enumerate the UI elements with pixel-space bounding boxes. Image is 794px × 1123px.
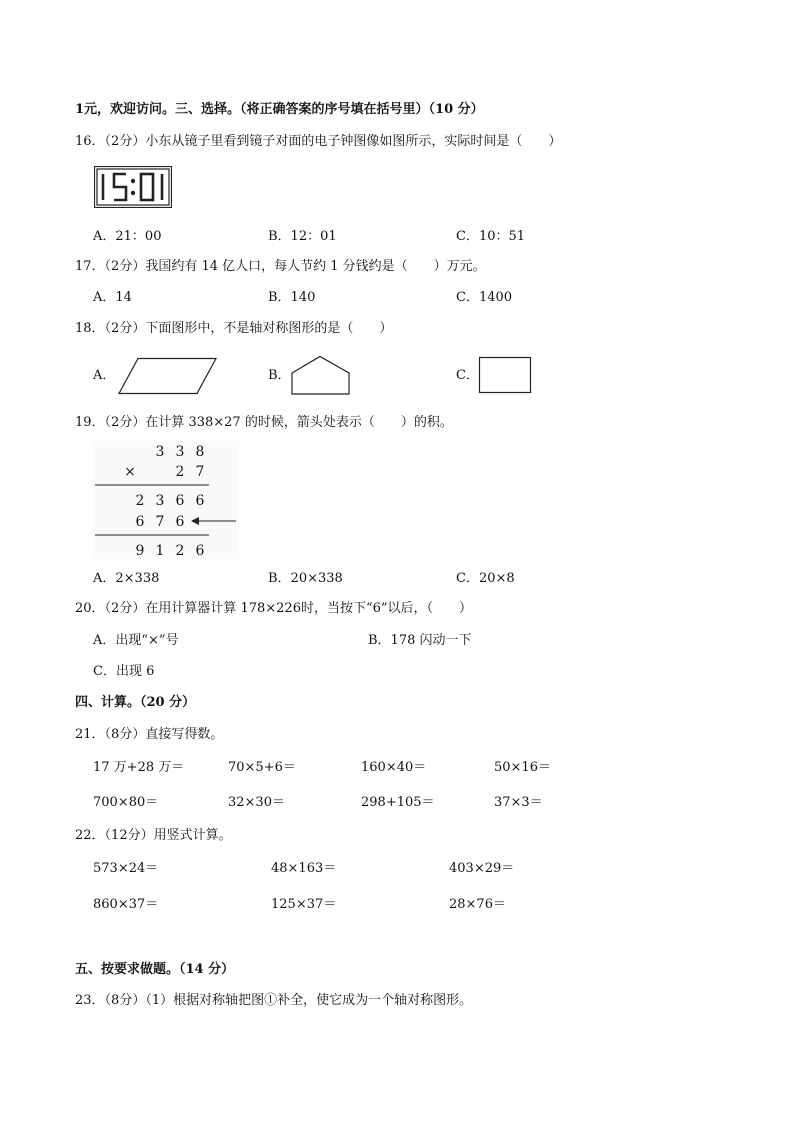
q21-item: 70×5+6＝ bbox=[228, 760, 296, 775]
mirror-clock-figure bbox=[94, 166, 172, 208]
calc-digit: 6 bbox=[195, 493, 205, 509]
calc-digit: 2 bbox=[175, 543, 185, 559]
section4-title: 四、计算。（20 分） bbox=[75, 695, 196, 710]
vertical-multiplication-figure bbox=[93, 441, 239, 559]
q21-item: 160×40＝ bbox=[361, 760, 427, 775]
calc-digit: 8 bbox=[195, 444, 205, 460]
q22-item: 125×37＝ bbox=[271, 897, 337, 912]
q17-option-a[interactable]: A．14 bbox=[93, 290, 132, 305]
q23-stem: 23．（8分）（1）根据对称轴把图①补全，使它成为一个轴对称图形。 bbox=[75, 993, 473, 1008]
q21-item: 37×3＝ bbox=[494, 795, 543, 810]
calc-digit: 3 bbox=[155, 493, 165, 509]
q19-option-a[interactable]: A．2×338 bbox=[93, 571, 160, 586]
q22-item: 28×76＝ bbox=[449, 897, 506, 912]
calc-digit: 6 bbox=[135, 514, 145, 530]
pentagon-house-shape bbox=[290, 355, 352, 396]
q20-stem: 20．（2分）在用计算器计算 178×226时，当按下“6”以后，（ ） bbox=[75, 601, 473, 616]
q17-stem: 17．（2分）我国约有 14 亿人口，每人节约 1 分钱约是（ ）万元。 bbox=[75, 259, 486, 274]
calc-digit: 2 bbox=[175, 464, 185, 480]
calc-digit: 6 bbox=[175, 514, 185, 530]
q21-item: 17 万+28 万＝ bbox=[93, 760, 185, 775]
calc-digit: 9 bbox=[135, 543, 145, 559]
q21-item: 298+105＝ bbox=[361, 795, 435, 810]
q16-option-c[interactable]: C．10：51 bbox=[456, 229, 526, 244]
calc-digit: 6 bbox=[195, 543, 205, 559]
calc-digit: 3 bbox=[155, 444, 165, 460]
q20-option-c[interactable]: C．出现 6 bbox=[93, 664, 155, 679]
q17-option-b[interactable]: B．140 bbox=[268, 290, 316, 305]
q22-item: 860×37＝ bbox=[93, 897, 159, 912]
q19-option-b[interactable]: B．20×338 bbox=[268, 571, 343, 586]
q17-option-c[interactable]: C．1400 bbox=[456, 290, 513, 305]
calc-digit: 1 bbox=[155, 543, 165, 559]
q19-option-c[interactable]: C．20×8 bbox=[456, 571, 515, 586]
q19-stem: 19．（2分）在计算 338×27 的时候，箭头处表示（ ）的积。 bbox=[75, 415, 453, 430]
q18-option-b-label[interactable]: B． bbox=[268, 368, 291, 383]
q21-item: 50×16＝ bbox=[494, 760, 551, 775]
q20-option-b[interactable]: B．178 闪动一下 bbox=[368, 633, 472, 648]
arrow-head-icon bbox=[191, 517, 199, 525]
q20-option-a[interactable]: A．出现“×”号 bbox=[93, 633, 179, 648]
q22-item: 573×24＝ bbox=[93, 861, 159, 876]
q21-item: 700×80＝ bbox=[93, 795, 159, 810]
section3-header: 1元，欢迎访问。三、选择。（将正确答案的序号填在括号里）（10 分） bbox=[75, 102, 484, 117]
q16-stem: 16．（2分）小东从镜子里看到镜子对面的电子钟图像如图所示，实际时间是（ ） bbox=[75, 134, 562, 149]
parallelogram-shape bbox=[117, 357, 219, 395]
q22-item: 48×163＝ bbox=[271, 861, 337, 876]
q21-item: 32×30＝ bbox=[228, 795, 285, 810]
section5-title: 五、按要求做题。（14 分） bbox=[75, 962, 235, 977]
calc-digit: 2 bbox=[135, 493, 145, 509]
q18-option-c-label[interactable]: C． bbox=[456, 368, 479, 383]
q22-stem: 22．（12分）用竖式计算。 bbox=[75, 828, 232, 843]
q18-option-a-label[interactable]: A． bbox=[93, 368, 116, 383]
calc-digit: 7 bbox=[155, 514, 165, 530]
rectangle-shape bbox=[478, 356, 532, 394]
q16-option-b[interactable]: B．12：01 bbox=[268, 229, 337, 244]
q16-option-a[interactable]: A．21：00 bbox=[93, 229, 162, 244]
times-sign: × bbox=[124, 464, 136, 480]
q22-item: 403×29＝ bbox=[449, 861, 515, 876]
calc-digit: 7 bbox=[195, 464, 205, 480]
calc-digit: 3 bbox=[175, 444, 185, 460]
q18-stem: 18．（2分）下面图形中，不是轴对称图形的是（ ） bbox=[75, 321, 393, 336]
calc-digit: 6 bbox=[175, 493, 185, 509]
q21-stem: 21．（8分）直接写得数。 bbox=[75, 727, 224, 742]
